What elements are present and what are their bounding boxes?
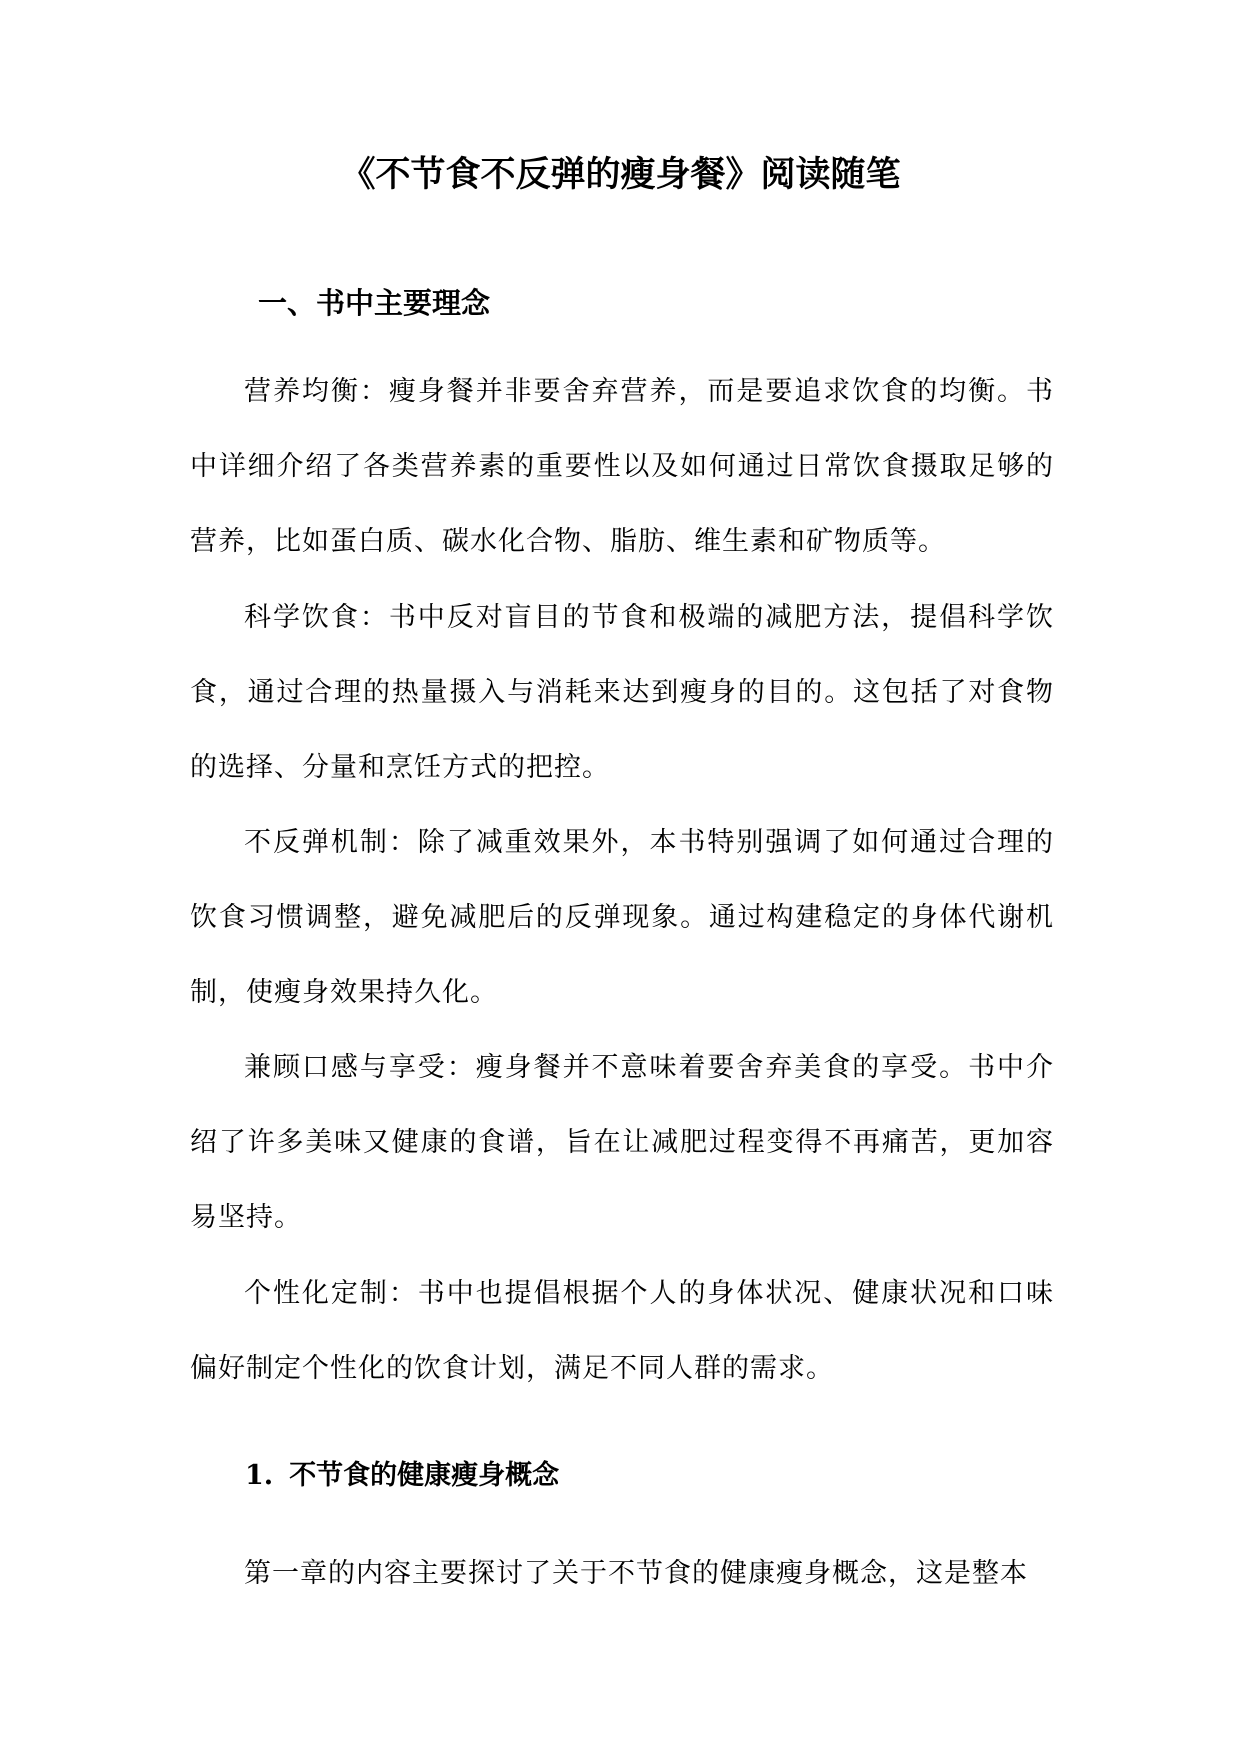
paragraph-personalization: 个性化定制：书中也提倡根据个人的身体状况、健康状况和口味偏好制定个性化的饮食计划，满足不同人群的需求。 — [190, 1278, 1054, 1384]
paragraph-nutrition-balance: 营养均衡：瘦身餐并非要舍弃营养，而是要追求饮食的均衡。书中详细介绍了各类营养素的重要性以及如何通过日常饮食摄取足够的营养，比如蛋白质、碳水化合物、脂肪、维生素和矿物质等。 — [190, 376, 1054, 557]
paragraph-taste-enjoyment: 兼顾口感与享受：瘦身餐并不意味着要舍弃美食的享受。书中介绍了许多美味又健康的食谱，旨在让减肥过程变得不再痛苦，更加容易坚持。 — [190, 1052, 1054, 1233]
subsection-number: 1. — [245, 1460, 274, 1491]
subsection-title: 不节食的健康瘦身概念 — [289, 1460, 560, 1491]
paragraph-scientific-diet: 科学饮食：书中反对盲目的节食和极端的减肥方法，提倡科学饮食，通过合理的热量摄入与消耗来达到瘦身的目的。这包括了对食物的选择、分量和烹饪方式的把控。 — [190, 602, 1054, 783]
section-heading: 一、书中主要理念 — [258, 286, 491, 320]
paragraph-no-rebound: 不反弹机制：除了减重效果外，本书特别强调了如何通过合理的饮食习惯调整，避免减肥后的反弹现象。通过构建稳定的身体代谢机制，使瘦身效果持久化。 — [190, 827, 1054, 1008]
paragraph-chapter-one: 第一章的内容主要探讨了关于不节食的健康瘦身概念，这是整本 — [244, 1558, 1028, 1589]
document-title: 《不节食不反弹的瘦身餐》阅读随笔 — [340, 154, 901, 195]
subsection-heading — [245, 1456, 559, 1496]
